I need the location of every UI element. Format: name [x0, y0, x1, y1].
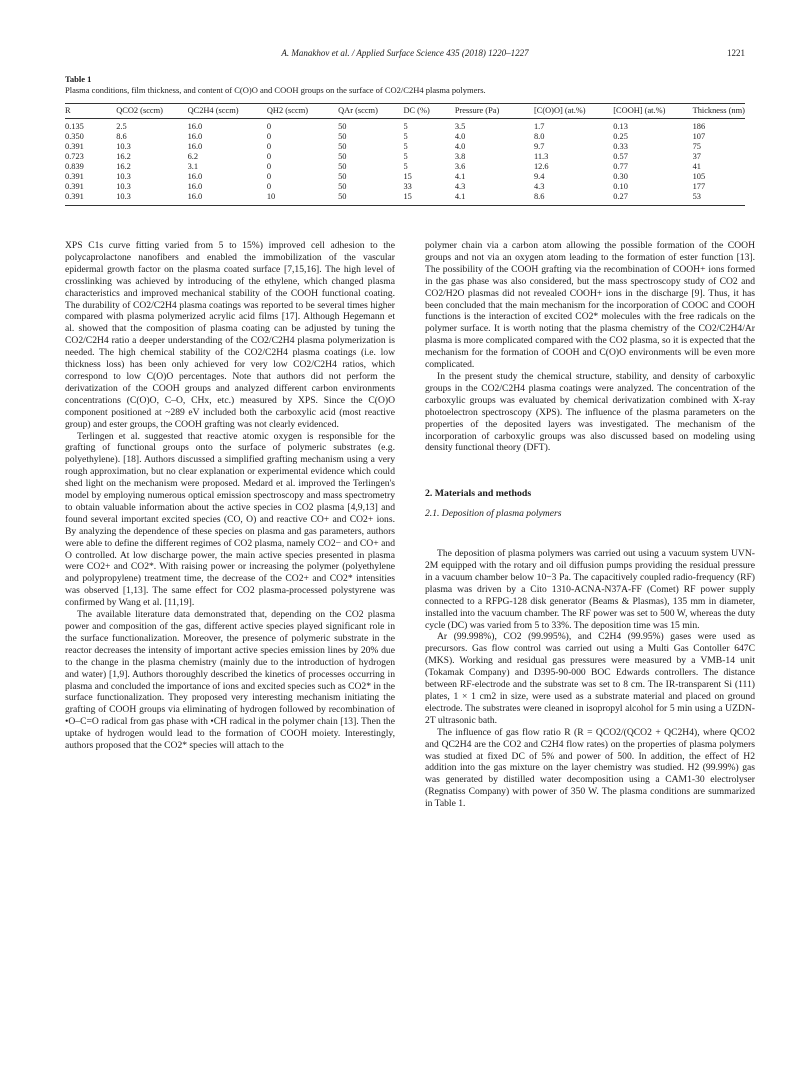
- table-cell: 0.391: [65, 182, 84, 191]
- column-header: R: [65, 104, 116, 119]
- column-header: QC2H4 (sccm): [188, 104, 267, 119]
- table-row: [65, 192, 745, 206]
- table-cell: 0: [266, 172, 272, 181]
- table-cell: 16.2: [116, 152, 131, 161]
- table-cell: 0.839: [65, 162, 84, 171]
- table-cell: 8.6: [116, 132, 127, 141]
- spacer: [425, 530, 755, 548]
- table-row: [65, 172, 745, 182]
- table-cell: 16.0: [188, 192, 267, 206]
- table-cell: 0.13: [613, 122, 628, 131]
- table-cell: 15: [403, 172, 412, 181]
- table-cell: 0.10: [613, 182, 628, 191]
- table-cell: 16.0: [187, 172, 203, 181]
- table-cell: 4.3: [533, 182, 545, 191]
- table-cell: 0.33: [613, 142, 628, 151]
- table-cell: 0.25: [613, 132, 628, 141]
- data-table: [65, 103, 745, 206]
- table-row: [65, 182, 745, 192]
- table-cell: 53: [693, 192, 745, 206]
- table-cell: 0.30: [613, 172, 628, 181]
- paragraph: Ar (99.998%), CO2 (99.995%), and C2H4 (99.95%) gases were used as precursors. Gas flow control was carried out using a Multi Gas Contoller 647C (MKS). Working and residual gas pressures were measured by a VMB-14 unit (Tokamak Company) and D395-90-000 BOC Edwards controllers. The distance between RF-electrode and the substrate was set to 8 cm. The IR-transparent Si (111) plates, 1 × 1 cm2 in size, were used as a substrate material and placed on ground electrode. The substrates were cleaned in isopropyl alcohol for 5 min using a UZDN-2T ultrasonic bath.: [425, 631, 755, 726]
- table-header-row: [65, 104, 745, 119]
- column-header: Pressure (Pa): [455, 104, 534, 119]
- table-cell: 50: [338, 182, 347, 191]
- column-header: DC (%): [403, 104, 454, 119]
- table-cell: 0.77: [613, 162, 628, 171]
- table-cell: 16.0: [187, 132, 203, 141]
- table-cell: 16.0: [187, 122, 203, 131]
- table-caption: Plasma conditions, film thickness, and content of C(O)O and COOH groups on the surface of CO2/C2H4 plasma polymers.: [65, 85, 486, 95]
- column-header: QAr (sccm): [338, 104, 403, 119]
- table-cell: 4.3: [454, 182, 466, 191]
- table-cell: 8.0: [533, 132, 545, 141]
- table-cell: 0.391: [65, 192, 116, 206]
- table-cell: 4.0: [454, 142, 466, 151]
- table-cell: 10.3: [116, 142, 131, 151]
- table-cell: 33: [403, 182, 412, 191]
- paragraph: polymer chain via a carbon atom allowing the possible formation of the COOH groups and not via an oxygen atom leading to the formation of ester function [13]. The possibility of the COOH grafting via the recombination of COOH+ ions formed in the gas phase was also considered, but the mass spectroscopy study of CO2 and CO2/H2O plasmas did not revealed COOH+ ions in the discharge [9]. Thus, it has been concluded that the main mechanism for the incorporation of COOC and COOH functions is the interaction of excited CO2* molecules with the free radicals on the polymer surface. It is worth noting that the plasma chemistry of the CO2/C2H4/Ar plasma is more complicated compared with the CO2 plasma, so it is expected that the mechanism for the formation of COOH and C(O)O environments will be even more complicated.: [425, 240, 755, 371]
- table-cell: 0.723: [65, 152, 84, 161]
- paragraph: Terlingen et al. suggested that reactive atomic oxygen is responsible for the grafting of functional groups onto the surface of polymeric substrates (e.g. polyethylene). [18]. Authors discussed a simplified grafting mechanism using a very rough approximation, but no clear explanation or experimental evidence which could shed light on the mechanism were proposed. Medard et al. improved the Terlingen's model by employing numerous optical emission spectroscopy and mass spectrometry to obtain valuable information about the active species in CO2 plasma [4,9,13] and found several important excited species (CO, O) and reactive CO+ and CO2+ ions. By analyzing the dependence of these species on plasma and gas parameters, authors were able to define the different regimes of CO2 plasma, namely CO2− and CO+ and O controlled. At low discharge power, the main active species presented in plasma were CO2+ and CO2*. With raising power or increasing the polymer (polyethylene and polypropylene) treatment time, the decrease of the CO2+ and CO2* intensities was observed [1,13]. The same effect for CO2 plasma-processed polystyrene was confirmed by Wang et al. [11,19].: [65, 430, 395, 609]
- table-row: [65, 142, 745, 152]
- table-cell: 50: [338, 132, 347, 141]
- table-cell: 5: [403, 142, 408, 151]
- table-cell: 2.5: [116, 122, 127, 131]
- column-header: QH2 (sccm): [267, 104, 338, 119]
- table-cell: 1.7: [533, 122, 545, 131]
- table-cell: 10.3: [116, 192, 187, 206]
- table-cell: 0: [266, 182, 272, 191]
- table-cell: 11.3: [533, 152, 549, 161]
- table-cell: 9.7: [533, 142, 545, 151]
- table-cell: 105: [692, 172, 706, 181]
- table-cell: 0.57: [613, 152, 628, 161]
- table-cell: 10: [267, 192, 338, 206]
- column-header: Thickness (nm): [693, 104, 745, 119]
- table-cell: 50: [338, 152, 347, 161]
- table-cell: 10.3: [116, 182, 131, 191]
- subsection-title: 2.1. Deposition of plasma polymers: [425, 508, 562, 520]
- table-cell: 3.1: [187, 162, 199, 171]
- paragraph: XPS C1s curve fitting varied from 5 to 15%) improved cell adhesion to the polycaprolactone nanofibers and enabled the immobilization of the vascular epidermal growth factor on the plasma coated surface [7,15,16]. The high level of crosslinking was achieved by introducing of the ethylene, which changed plasma characteristics and improved mechanical stability of the COOH functional coating. The durability of CO2/C2H4 plasma coatings was reported to be several times higher compared with plasma polymerized acrylic acid films [17]. Although Hegemann et al. showed that the composition of plasma coating can be adjusted by tuning the CO2/C2H4 ratio a deeper understanding of the CO2/C2H4 plasma polymerization is needed. The high chemical stability of the CO2/C2H4 plasma coatings (i.e. low thickness loss) has been only achieved for very low CO2/C2H4 ratios, which correspond to low C(O)O percentages. Note that authors did not perform the derivatization of the COOH groups and analyzed different carbon environments concentrations (C(O)O, C–O, CHx, etc.) measured by XPS. Since the C(O)O component positioned at ~289 eV included both the carboxylic acid (most reactive group) and ester groups, the COOH grafting was not clearly evidenced.: [65, 240, 395, 430]
- table-cell: 10.3: [116, 172, 131, 181]
- page-number: 1221: [727, 48, 745, 58]
- table-cell: 0: [266, 152, 272, 161]
- table-cell: 5: [403, 152, 408, 161]
- table-cell: 0: [266, 142, 272, 151]
- table-cell: 50: [338, 172, 347, 181]
- paragraph: The influence of gas flow ratio R (R = QCO2/(QCO2 + QC2H4), where QCO2 and QC2H4 are the CO2 and C2H4 flow rates) on the properties of plasma polymers was studied at fixed DC of 5% and power of 500. In addition, the effect of H2 addition into the gas mixture on the layer chemistry was studied. H2 (99.99%) gas was generated by distilled water decomposition using a CAM1-30 electrolyser (Regnatiss Company) with power of 350 W. The plasma conditions are summarized in Table 1.: [425, 726, 755, 810]
- table-cell: 41: [692, 162, 701, 171]
- paragraph: The deposition of plasma polymers was carried out using a vacuum system UVN-2M equipped with the rotary and oil diffusion pumps providing the residual pressure in a vacuum chamber below 10−3 Pa. The capacitively coupled radio-frequency (RF) plasma was driven by a Cito 1310-ACNA-N37A-FF (Comet) RF power supply connected to a RFPG-128 disk generator (Beams & Plasmas), 135 mm in diameter, installed into the vacuum chamber. The RF power was set to 500 W, whereas the duty cycle (DC) was varied from 5 to 33%. The deposition time was 15 min.: [425, 548, 755, 631]
- table-cell: 0.27: [613, 192, 692, 206]
- table-cell: 37: [692, 152, 701, 161]
- table-cell: 4.0: [454, 132, 466, 141]
- table-cell: 0.391: [65, 172, 84, 181]
- table-cell: 75: [692, 142, 701, 151]
- table-cell: 50: [338, 142, 347, 151]
- table-cell: 177: [692, 182, 706, 191]
- table-cell: 0.391: [65, 142, 84, 151]
- table-cell: 16.0: [187, 142, 203, 151]
- table-row: [65, 152, 745, 162]
- page-header: [65, 48, 745, 62]
- table-cell: 5: [403, 162, 408, 171]
- table-cell: 3.5: [454, 122, 466, 131]
- table-cell: 4.1: [455, 192, 534, 206]
- table-cell: 12.6: [533, 162, 549, 171]
- table-caption-block: [65, 74, 745, 96]
- journal-citation: A. Manakhov et al. / Applied Surface Science 435 (2018) 1220–1227: [281, 48, 529, 58]
- table-cell: 16.0: [187, 182, 203, 191]
- table-cell: 6.2: [187, 152, 199, 161]
- paragraph: In the present study the chemical structure, stability, and density of carboxylic groups in the CO2/C2H4 plasma coatings were analyzed. The concentration of the carboxylic groups was evaluated by chemical derivatization combined with X-ray photoelectron spectroscopy (XPS). The influence of the plasma parameters on the properties of the deposited layers was investigated. The mechanism of the incorporation of carboxylic groups was also discussed based on modeling using density functional theory (DFT).: [425, 370, 755, 454]
- table-body: [65, 119, 745, 206]
- table-cell: 0.350: [65, 132, 84, 141]
- table-cell: 0: [266, 132, 272, 141]
- table-row: [65, 132, 745, 142]
- table-cell: 50: [338, 162, 347, 171]
- table-cell: 8.6: [534, 192, 613, 206]
- table-cell: 15: [403, 192, 454, 206]
- column-header: [COOH] (at.%): [613, 104, 692, 119]
- table-cell: 0: [266, 122, 272, 131]
- table-cell: 50: [338, 192, 403, 206]
- table-row: [65, 162, 745, 172]
- table-cell: 3.8: [454, 152, 466, 161]
- column-header: QCO2 (sccm): [116, 104, 187, 119]
- table-cell: 4.1: [454, 172, 466, 181]
- column-header: [C(O)O] (at.%): [534, 104, 613, 119]
- table-cell: 16.2: [116, 162, 131, 171]
- right-column: [425, 240, 755, 810]
- left-column: [65, 240, 395, 752]
- table-row: [65, 119, 745, 133]
- paragraph: The available literature data demonstrated that, depending on the CO2 plasma power and composition of the gas, different active species played significant role in the surface functionalization. Moreover, the presence of polymeric substrate in the reactor decreases the intensity of important active species emission lines by 20% due to the change in the plasma chemistry (mainly due to the introduction of hydrogen and water) [1,9]. Authors thoroughly described the kinetics of processes occurring in plasma and concluded the importance of ions and excited species such as CO2* in the surface functionalization. They proposed very interesting mechanism initiating the grafting of COOH groups via eliminating of hydrogen followed by recombination of •O–C=O radical from gas phase with •CH radical in the polymer chain [13]. Then the uptake of hydrogen would lead to the formation of COOH moiety. Interestingly, authors proposed that the CO2* species will attach to the: [65, 609, 395, 752]
- table-cell: 0.135: [65, 122, 84, 131]
- table-cell: 9.4: [533, 172, 545, 181]
- table-cell: 5: [403, 122, 408, 131]
- table-cell: 50: [338, 122, 347, 131]
- table-cell: 3.6: [454, 162, 466, 171]
- table-label: Table 1: [65, 74, 92, 84]
- table-cell: 186: [692, 122, 706, 131]
- table-cell: 0: [266, 162, 272, 171]
- table-cell: 107: [692, 132, 706, 141]
- section-title: 2. Materials and methods: [425, 488, 532, 500]
- table-cell: 5: [403, 132, 408, 141]
